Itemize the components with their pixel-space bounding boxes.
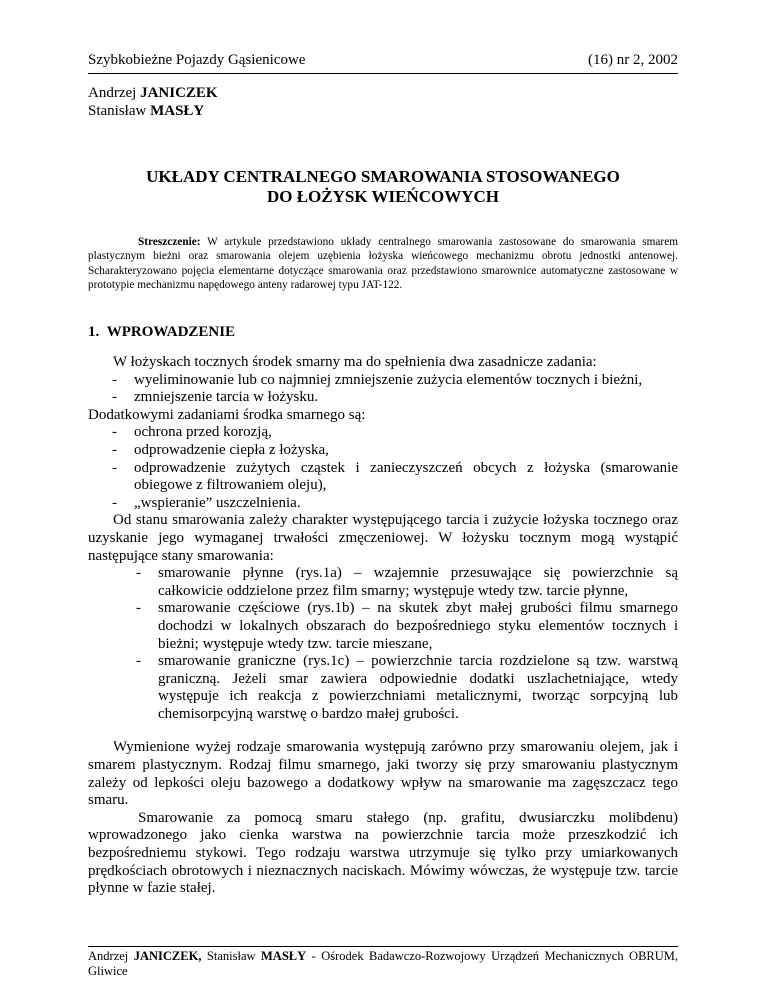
author-2-last: MASŁY: [150, 103, 205, 119]
list-item: - odprowadzenie ciepła z łożyska,: [112, 441, 329, 458]
author-2-first: Stanisław: [88, 103, 147, 119]
paragraph-5: Smarowanie za pomocą smaru stałego (np. grafitu, dwusiarczku molibdenu) wprowadzonego jako cienka warstwa na powierzchnie tarcia może przeszkodzić ich bezpośredniemu stykowi. Tego rodzaju warstwa utrzymuje się tylko przy umiarkowanych prędkościach obrotowych i nieznacznych naciskach. Mówimy wówczas, że występuje tzw. tarcie płynne w fazie stałej.: [88, 809, 678, 897]
section-heading: [88, 324, 235, 341]
author-list: [88, 84, 218, 120]
list-item: - zmniejszenie tarcia w łożysku.: [112, 389, 319, 406]
paragraph-1: W łożyskach tocznych środek smarny ma do spełnienia dwa zasadnicze zadania:: [113, 354, 597, 370]
footnote-rule: [88, 946, 678, 947]
section-number: 1.: [88, 324, 100, 340]
paragraph-2: Dodatkowymi zadaniami środka smarnego są:: [88, 406, 366, 423]
list-item: - wyeliminowanie lub co najmniej zmniejszenie zużycia elementów tocznych i bieżni,: [112, 371, 643, 388]
author-1-first: Andrzej: [88, 85, 137, 101]
list-item: - smarowanie płynne (rys.1a) – wzajemnie przesuwające się powierzchnie są całkowicie oddzielone przez film smarny; występuje wtedy tzw. tarcie płynne,: [136, 565, 678, 599]
header-rule: [88, 73, 678, 74]
paragraph-4: Wymienione wyżej rodzaje smarowania występują zarówno przy smarowaniu olejem, jak i smarem plastycznym. Rodzaj filmu smarnego, jaki tworzy się przy smarowaniu plastycznym zależy od lepkości oleju bazowego a dodatkowy wpływ na smarowanie ma zagęszczacz tego smaru.: [88, 739, 678, 809]
abstract: [88, 235, 678, 292]
author-1: [88, 84, 218, 102]
body-text: [88, 354, 678, 898]
journal-name: Szybkobieżne Pojazdy Gąsienicowe: [88, 52, 306, 68]
footnote: Andrzej JANICZEK, Stanisław MASŁY - Ośrodek Badawczo-Rozwojowy Urządzeń Mechanicznych OBRUM, Gliwice: [88, 949, 679, 978]
list-item: - ochrona przed korozją,: [112, 424, 272, 441]
title-line-1: UKŁADY CENTRALNEGO SMAROWANIA STOSOWANEGO: [146, 167, 620, 186]
paragraph-3: Od stanu smarowania zależy charakter występującego tarcia i zużycie łożyska tocznego oraz uzyskanie jego wymaganej trwałości zmęczeniowej. W łożysku tocznym mogą wystąpić następujące stany smarowania:: [88, 512, 678, 564]
list-item: - „wspieranie” uszczelnienia.: [112, 494, 301, 511]
list-item: - smarowanie częściowe (rys.1b) – na skutek zbyt małej grubości filmu smarnego dochodzi w lokalnych obszarach do bezpośredniego styku elementów tocznych i bieżni; występuje wtedy tzw. tarcie mieszane,: [136, 600, 678, 652]
author-1-last: JANICZEK: [140, 85, 218, 101]
list-item: - odprowadzenie zużytych cząstek i zanieczyszczeń obcych z łożyska (smarowanie obiegowe z filtrowaniem oleju),: [112, 459, 678, 494]
title-line-2: DO ŁOŻYSK WIEŃCOWYCH: [266, 187, 500, 206]
abstract-label: Streszczenie:: [138, 236, 201, 248]
issue-info: (16) nr 2, 2002: [588, 52, 678, 68]
author-2: [88, 102, 218, 120]
list-item: - smarowanie graniczne (rys.1c) – powierzchnie tarcia rozdzielone są tzw. warstwą graniczną. Jeżeli smar zawiera odpowiednie dodatki uszlachetniające, wtedy występuje ich reakcja z powierzchniami metalicznymi, tworząc sorpcyjną lub chemisorpcyjną warstwę o bardzo małej grubości.: [136, 653, 678, 722]
abstract-text: W artykule przedstawiono układy centralnego smarowania zastosowane do smarowania smarem plastycznym bieżni oraz smarowania olejem uzębienia łożyska wieńcowego mechanizmu obrotu jednostki antenowej. Scharakteryzowano pojęcia elementarne dotyczące smarowania oraz przedstawiono smarownice automatyczne zastosowane w prototypie mechanizmu napędowego anteny radarowej typu JAT-122.: [88, 236, 678, 291]
section-title: WPROWADZENIE: [106, 324, 236, 340]
page-title: [88, 167, 678, 207]
